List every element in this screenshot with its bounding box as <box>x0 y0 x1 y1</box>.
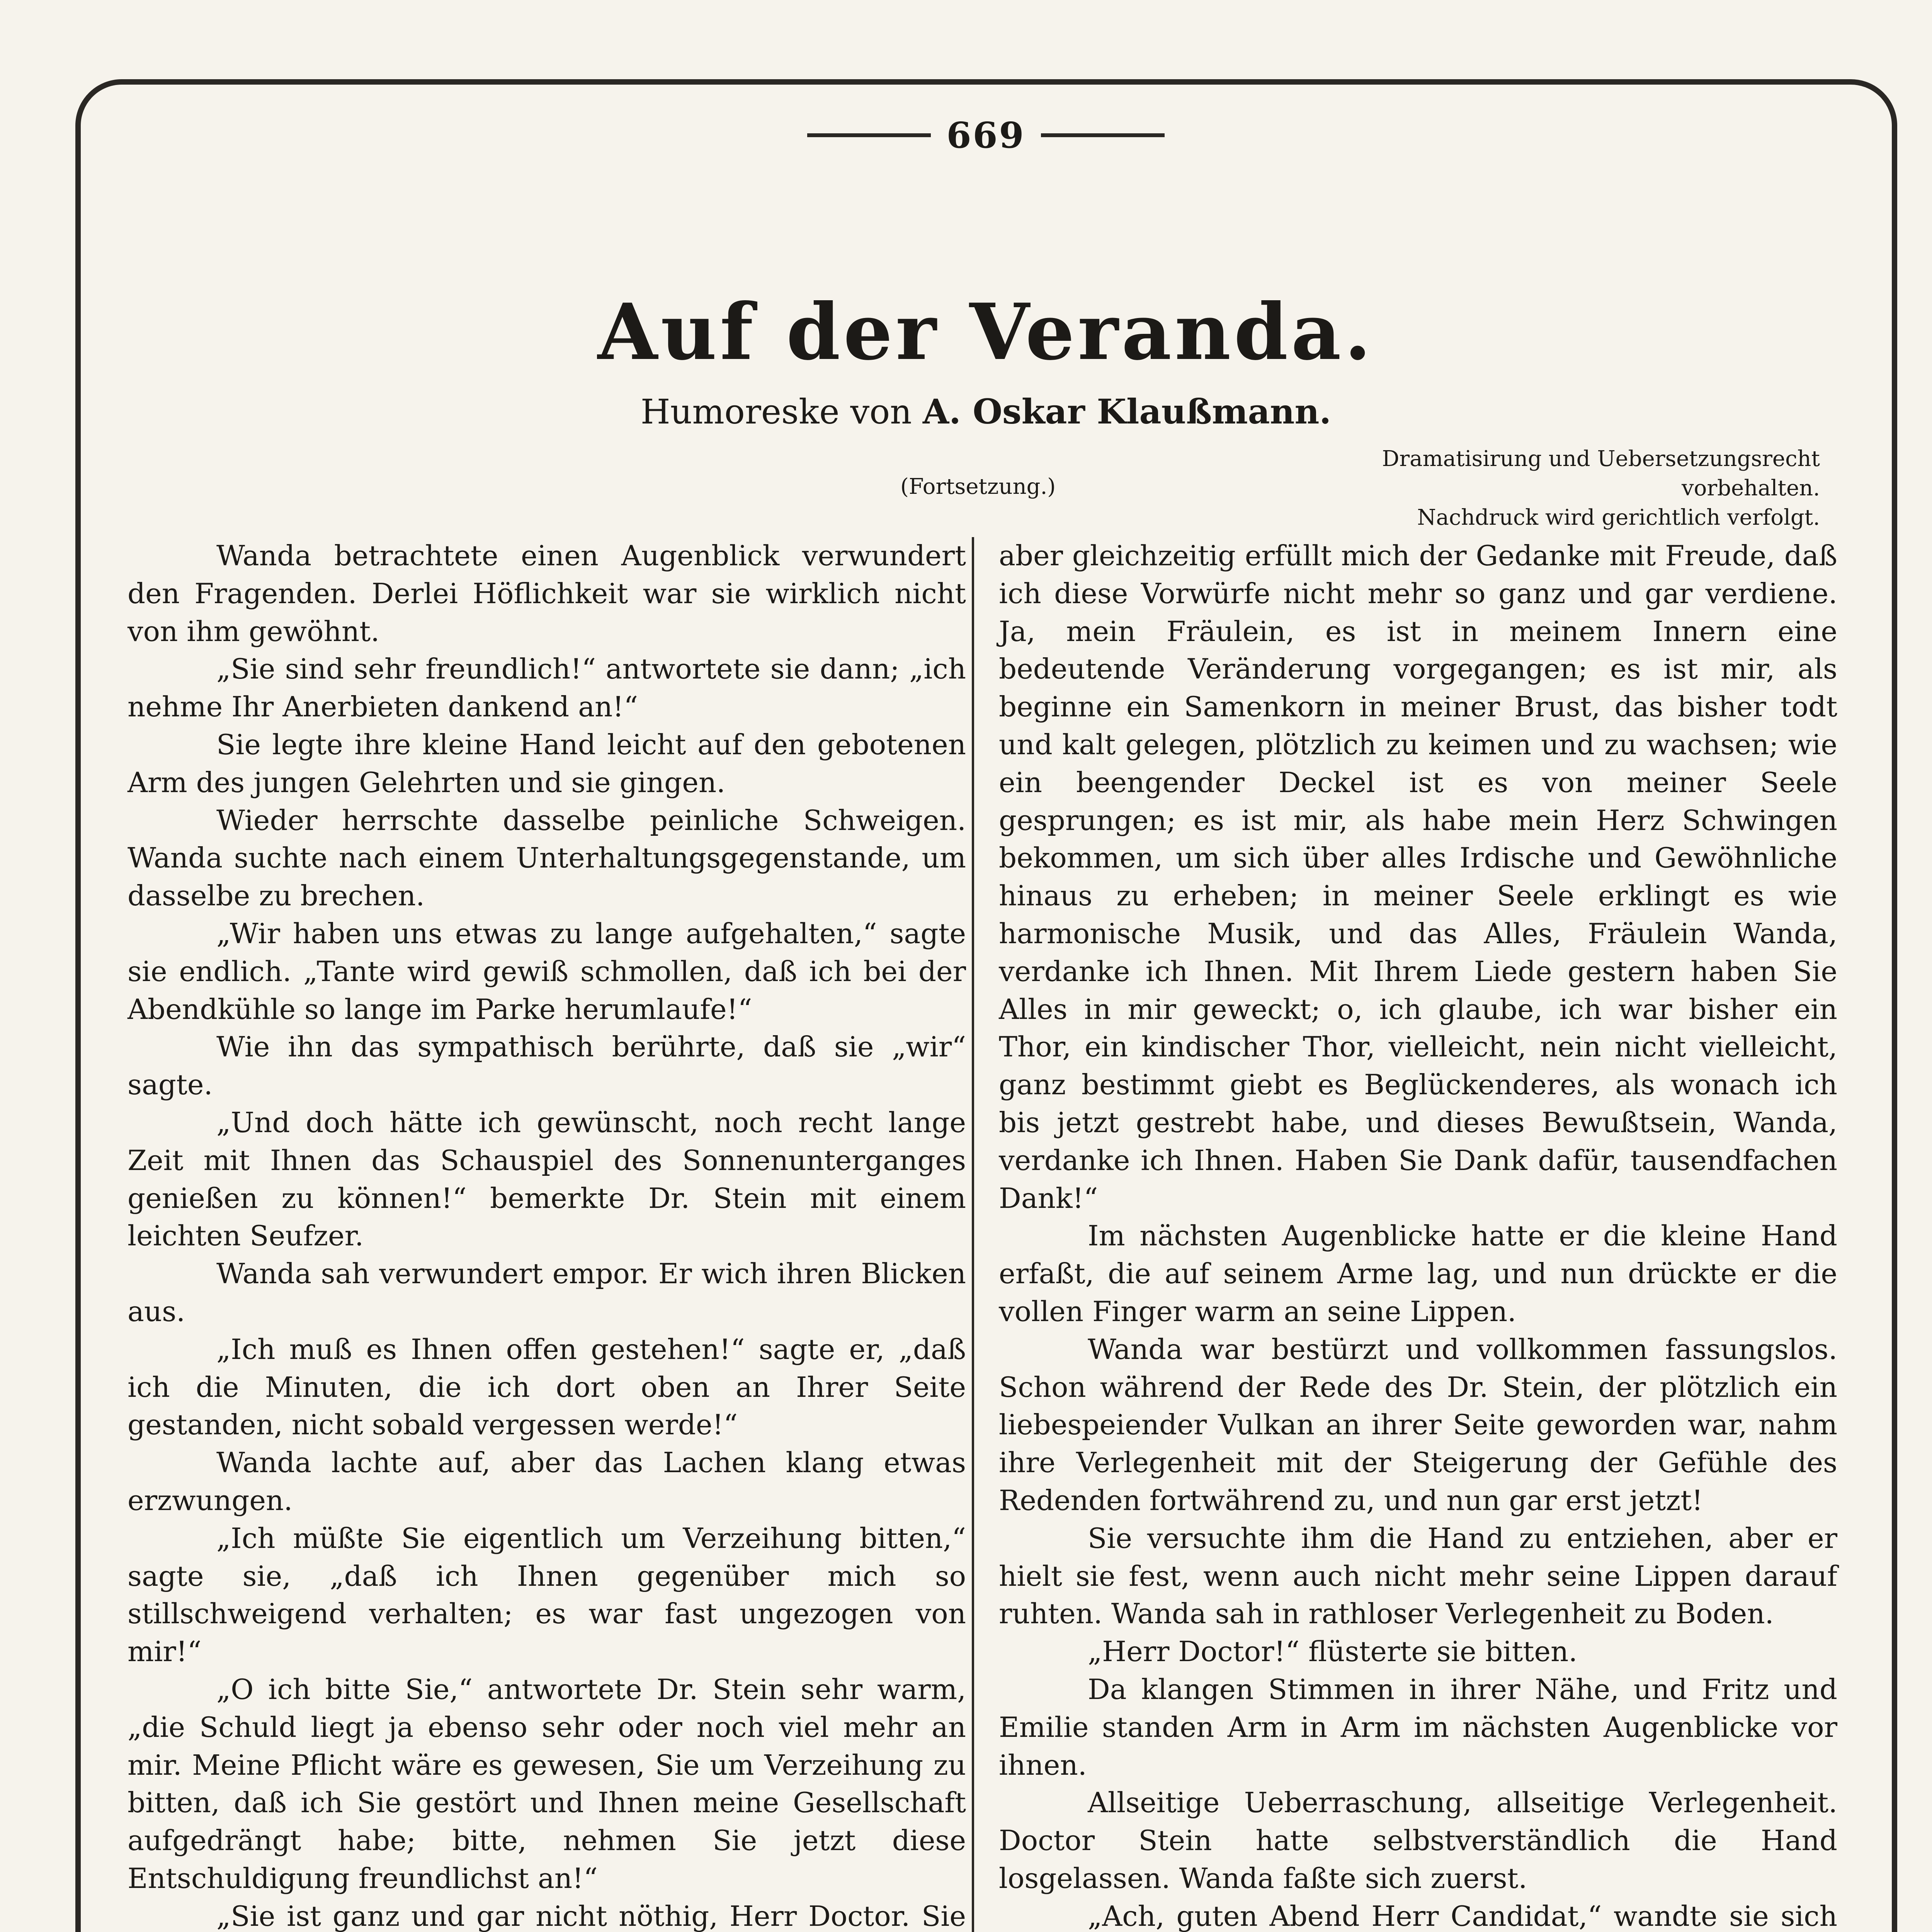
header-rule-right <box>1041 133 1165 137</box>
paragraph: Wanda lachte auf, aber das Lachen klang etwas erzwungen. <box>128 1446 966 1517</box>
text-column-right <box>999 537 1837 1932</box>
paragraph: Sie legte ihre kleine Hand leicht auf den gebotenen Arm des jungen Gelehrten und sie gingen. <box>128 728 966 799</box>
paragraph: Wanda sah verwundert empor. Er wich ihren Blicken aus. <box>128 1257 966 1328</box>
paragraph: Wanda war bestürzt und vollkommen fassungslos. Schon während der Rede des Dr. Stein, der plötzlich ein liebespeiender Vulkan an ihrer Seite geworden war, nahm ihre Verlegenheit mit der Steigerung der Gefühle des Redenden fortwährend zu, und nun gar erst jetzt! <box>999 1333 1837 1517</box>
page-number: 669 <box>946 114 1026 156</box>
paragraph: Im nächsten Augenblicke hatte er die kleine Hand erfaßt, die auf seinem Arme lag, und nun drückte er die vollen Finger warm an seine Lippen. <box>999 1219 1837 1328</box>
header-rule-left <box>807 133 931 137</box>
paragraph: Sie versuchte ihm die Hand zu entziehen, aber er hielt sie fest, wenn auch nicht mehr seine Lippen darauf ruhten. Wanda sah in rathloser Verlegenheit zu Boden. <box>999 1522 1837 1630</box>
author-name: A. Oskar Klaußmann. <box>922 391 1332 432</box>
rights-line-reprint: Nachdruck wird gerichtlich verfolgt. <box>1417 505 1820 530</box>
paragraph: „Wir haben uns etwas zu lange aufgehalten,“ sagte sie endlich. „Tante wird gewiß schmollen, daß ich bei der Abendkühle so lange im Parke herumlaufe!“ <box>128 917 966 1026</box>
paragraph: „Ich müßte Sie eigentlich um Verzeihung bitten,“ sagte sie, „daß ich Ihnen gegenüber mich so stillschweigend verhalten; es war fast ungezogen von mir!“ <box>128 1522 966 1668</box>
paragraph: Da klangen Stimmen in ihrer Nähe, und Fritz und Emilie standen Arm in Arm im nächsten Augenblicke vor ihnen. <box>999 1673 1837 1781</box>
paragraph: Wanda betrachtete einen Augenblick verwundert den Fragenden. Derlei Höflichkeit war sie wirklich nicht von ihm gewöhnt. <box>128 539 966 648</box>
paragraph: „Und doch hätte ich gewünscht, noch recht lange Zeit mit Ihnen das Schauspiel des Sonnenunterganges genießen zu können!“ bemerkte Dr. Stein mit einem leichten Seufzer. <box>128 1106 966 1252</box>
paragraph: „Ich muß es Ihnen offen gestehen!“ sagte er, „daß ich die Minuten, die ich dort oben an Ihrer Seite gestanden, nicht sobald vergessen werde!“ <box>128 1333 966 1441</box>
paragraph: „O ich bitte Sie,“ antwortete Dr. Stein sehr warm, „die Schuld liegt ja ebenso sehr oder noch viel mehr an mir. Meine Pflicht wäre es gewesen, Sie um Verzeihung zu bitten, daß ich Sie gestört und Ihnen meine Gesellschaft aufgedrängt habe; bitte, nehmen Sie jetzt diese Entschuldigung freundlichst an!“ <box>128 1673 966 1895</box>
text-column-left <box>128 537 966 1932</box>
paragraph: aber gleichzeitig erfüllt mich der Gedanke mit Freude, daß ich diese Vorwürfe nicht mehr so ganz und gar verdiene. Ja, mein Fräulein, es ist in meinem Innern eine bedeutende Veränderung vorgegangen; es ist mir, als beginne ein Samenkorn in meiner Brust, das bisher todt und kalt gelegen, plötzlich zu keimen und zu wachsen; wie ein beengender Deckel ist es von meiner Seele gesprungen; es ist mir, als habe mein Herz Schwingen bekommen, um sich über alles Irdische und Gewöhnliche hinaus zu erheben; in meiner Seele erklingt es wie harmonische Musik, und das Alles, Fräulein Wanda, verdanke ich Ihnen. Mit Ihrem Liede gestern haben Sie Alles in mir geweckt; o, ich glaube, ich war bisher ein Thor, ein kindischer Thor, vielleicht, nein nicht vielleicht, ganz bestimmt giebt es Beglückenderes, als wonach ich bis jetzt gestrebt habe, und dieses Bewußtsein, Wanda, verdanke ich Ihnen. Haben Sie Dank dafür, tausendfachen Dank!“ <box>999 539 1837 1214</box>
page-header <box>0 112 1932 158</box>
rights-line-translation: Dramatisirung und Uebersetzungsrecht vorbehalten. <box>1382 446 1820 501</box>
paragraph: Wieder herrschte dasselbe peinliche Schweigen. Wanda suchte nach einem Unterhaltungsgegenstande, um dasselbe zu brechen. <box>128 804 966 912</box>
paragraph: „Sie ist ganz und gar nicht nöthig, Herr Doctor. Sie <box>216 1900 966 1932</box>
paragraph: „Herr Doctor!“ flüsterte sie bitten. <box>1088 1635 1578 1668</box>
story-title: Auf der Veranda. <box>597 287 1374 378</box>
paragraph: Wie ihn das sympathisch berührte, daß sie „wir“ sagte. <box>128 1031 966 1101</box>
paragraph: Allseitige Ueberraschung, allseitige Verlegenheit. Doctor Stein hatte selbstverständlich die Hand losgelassen. Wanda faßte sich zuerst. <box>999 1786 1837 1895</box>
story-subtitle <box>0 390 1932 433</box>
paragraph: „Sie sind sehr freundlich!“ antwortete sie dann; „ich nehme Ihr Anerbieten dankend an!“ <box>128 653 966 723</box>
paragraph: „Ach, guten Abend Herr Candidat,“ wandte sie sich <box>1088 1900 1837 1932</box>
rights-notice <box>1260 444 1820 532</box>
continuation-note: (Fortsetzung.) <box>900 474 1056 499</box>
subtitle-prefix: Humoreske von <box>640 392 912 432</box>
column-divider <box>972 537 974 1932</box>
